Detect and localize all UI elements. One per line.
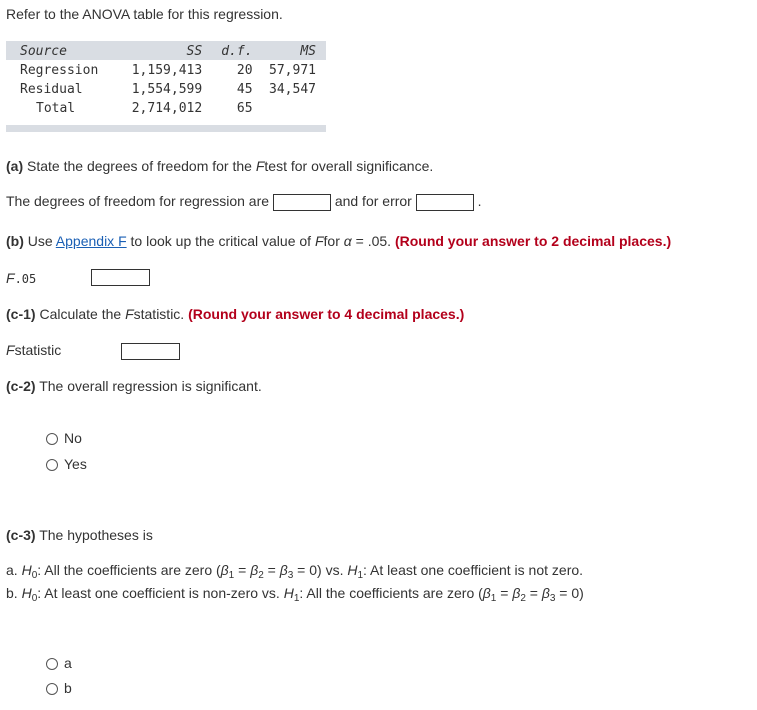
df-error-label: and for error (334, 193, 412, 209)
radio-label: a (64, 655, 72, 671)
part-b-text-for: for (323, 233, 344, 249)
fstat-f: F (6, 342, 15, 358)
f-critical-input[interactable] (91, 269, 150, 286)
cell-df: 45 (236, 82, 253, 97)
anova-row-residual (6, 80, 326, 99)
alpha-value: = .05. (351, 233, 392, 249)
hypothesis-option-b-text (6, 585, 584, 604)
part-a-answer-line (6, 193, 482, 211)
anova-footer-band (6, 125, 326, 132)
beta-symbol: β (482, 585, 491, 601)
part-c1-text-post: statistic. (133, 306, 185, 322)
part-c2-text: The overall regression is significant. (39, 378, 262, 394)
f-statistic-input[interactable] (121, 343, 180, 360)
part-b-text-mid: to look up the critical value of (126, 233, 315, 249)
anova-row-total (6, 99, 326, 118)
equals: = (496, 585, 513, 601)
alpha-symbol: α (343, 233, 352, 249)
header-df: d.f. (221, 44, 253, 59)
part-b-text-pre: Use (27, 233, 56, 249)
radio-label: Yes (64, 456, 87, 472)
part-c1-instruction: (Round your answer to 4 decimal places.) (188, 306, 465, 322)
part-c1-f: F (125, 306, 134, 322)
beta-symbol: β (220, 562, 229, 578)
beta-sub: 2 (520, 593, 526, 604)
part-c2-question (6, 378, 262, 394)
opt-b-prefix: b. (6, 585, 22, 601)
opt-a-text2: = 0) vs. (293, 562, 348, 578)
f05-sub: .05 (14, 272, 37, 286)
equals: = (234, 562, 251, 578)
radio-option-yes[interactable] (46, 456, 87, 472)
cell-ss: 1,554,599 (131, 82, 203, 97)
beta-symbol: β (512, 585, 521, 601)
opt-b-text2: : All the coefficients are zero ( (299, 585, 483, 601)
part-c1-label: (c-1) (6, 306, 36, 322)
part-b-label: (b) (6, 233, 24, 249)
radio-option-a[interactable] (46, 655, 72, 671)
part-c3-label: (c-3) (6, 527, 36, 543)
beta-sub: 3 (549, 593, 556, 604)
part-a-text-post: test for overall significance. (264, 158, 434, 174)
radio-option-b[interactable] (46, 680, 72, 696)
h1-sub: 1 (357, 570, 364, 581)
cell-ms: 34,547 (269, 82, 316, 97)
opt-b-text3: = 0) (555, 585, 584, 601)
period: . (477, 193, 482, 209)
beta-symbol: β (250, 562, 259, 578)
beta-symbol: β (279, 562, 288, 578)
f05-f: F (6, 270, 15, 286)
beta-sub: 2 (258, 570, 264, 581)
cell-ms: 57,971 (269, 63, 316, 78)
f-statistic-label (6, 342, 61, 358)
cell-source: Residual (20, 82, 83, 97)
part-a-text-pre: State the degrees of freedom for the (27, 158, 256, 174)
part-c1-text-pre: Calculate the (39, 306, 126, 322)
beta-sub: 3 (287, 570, 294, 581)
beta-sub: 1 (228, 570, 235, 581)
h0-sub: 0 (31, 593, 38, 604)
df-regression-label: The degrees of freedom for regression are (6, 193, 270, 209)
radio-label: b (64, 680, 72, 696)
cell-df: 20 (236, 63, 253, 78)
h0-symbol: H (21, 562, 32, 578)
anova-table (6, 42, 326, 118)
part-c2-label: (c-2) (6, 378, 36, 394)
radio-option-no[interactable] (46, 430, 82, 446)
radio-label: No (64, 430, 82, 446)
cell-df: 65 (236, 101, 253, 116)
hypothesis-option-a-text (6, 562, 583, 581)
part-a-f: F (255, 158, 265, 174)
radio-button[interactable] (46, 459, 58, 471)
part-c3-text: The hypotheses is (39, 527, 153, 543)
cell-ss: 2,714,012 (131, 101, 203, 116)
opt-b-text1: : At least one coefficient is non-zero vs. (37, 585, 284, 601)
radio-button[interactable] (46, 683, 58, 695)
radio-button[interactable] (46, 658, 58, 670)
anova-row-regression (6, 61, 326, 80)
beta-symbol: β (541, 585, 550, 601)
h1-symbol: H (283, 585, 294, 601)
header-ms: MS (300, 44, 316, 59)
equals: = (525, 585, 542, 601)
part-a-label: (a) (6, 158, 24, 174)
h0-sub: 0 (31, 570, 38, 581)
anova-header-row (6, 42, 326, 61)
part-a-question (6, 158, 433, 174)
df-regression-input[interactable] (273, 194, 331, 211)
cell-ms (253, 99, 326, 118)
beta-sub: 1 (490, 593, 497, 604)
fstat-text: statistic (14, 342, 62, 358)
opt-a-text3: : At least one coefficient is not zero. (363, 562, 584, 578)
header-source: Source (20, 44, 67, 59)
part-c1-question (6, 306, 464, 322)
h0-symbol: H (21, 585, 32, 601)
cell-source: Total (36, 101, 76, 116)
equals: = (263, 562, 280, 578)
header-ss: SS (186, 44, 203, 59)
cell-source: Regression (20, 63, 99, 78)
part-b-instruction: (Round your answer to 2 decimal places.) (394, 233, 672, 249)
df-error-input[interactable] (416, 194, 474, 211)
part-b-question (6, 233, 671, 249)
intro-text: Refer to the ANOVA table for this regression. (6, 6, 283, 22)
appendix-f-link[interactable]: Appendix F (55, 233, 127, 249)
h1-symbol: H (347, 562, 358, 578)
h1-sub: 1 (293, 593, 300, 604)
f05-field-label (6, 270, 36, 286)
opt-a-prefix: a. (6, 562, 22, 578)
part-c3-question (6, 527, 153, 543)
opt-a-text1: : All the coefficients are zero ( (37, 562, 221, 578)
part-b-f: F (314, 233, 324, 249)
cell-ss: 1,159,413 (131, 63, 203, 78)
radio-button[interactable] (46, 433, 58, 445)
